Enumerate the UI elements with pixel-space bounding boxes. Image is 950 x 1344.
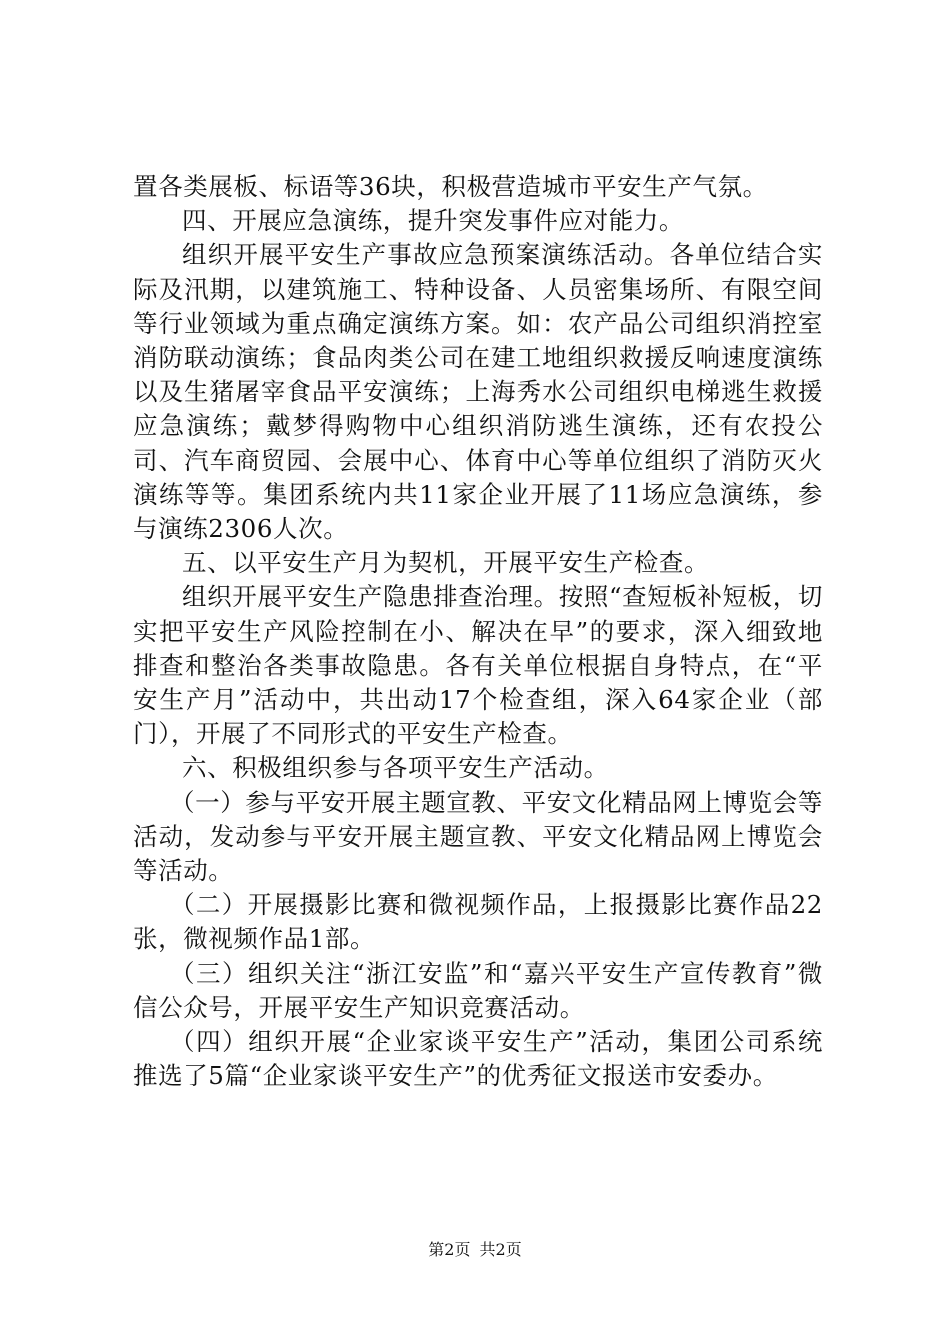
sub-item-4: （四）组织开展“企业家谈平安生产”活动，集团公司系统推选了5篇“企业家谈平安生产”的优秀征文报送市安委办。 (133, 1027, 823, 1091)
page-total: 共2页 (479, 1240, 522, 1259)
section-heading-5: 五、以平安生产月为契机，开展平安生产检查。 (182, 548, 710, 578)
section-heading-6: 六、积极组织参与各项平安生产活动。 (182, 753, 609, 783)
sub-item-1: （一）参与平安开展主题宣教、平安文化精品网上博览会等活动，发动参与平安开展主题宣教、平安文化精品网上博览会等活动。 (133, 787, 823, 886)
paragraph-continuation: 置各类展板、标语等36块，积极营造城市平安生产气氛。 (133, 172, 768, 201)
page-footer (0, 1240, 950, 1260)
document-body (133, 170, 823, 1093)
paragraph-safety-inspection: 组织开展平安生产隐患排查治理。按照“查短板补短板，切实把平安生产风险控制在小、解决在早”的要求，深入细致地排查和整治各类事故隐患。各有关单位根据自身特点，在“平安生产月”活动中，共出动17个检查组，深入64家企业（部门），开展了不同形式的平安生产检查。 (133, 582, 823, 749)
sub-item-3: （三）组织关注“浙江安监”和“嘉兴平安生产宣传教育”微信公众号，开展平安生产知识竞赛活动。 (133, 958, 823, 1022)
page-number: 第2页 (428, 1240, 471, 1259)
paragraph-emergency-drills: 组织开展平安生产事故应急预案演练活动。各单位结合实际及汛期，以建筑施工、特种设备、人员密集场所、有限空间等行业领域为重点确定演练方案。如：农产品公司组织消控室消防联动演练；食品肉类公司在建工地组织救援反响速度演练以及生猪屠宰食品平安演练；上海秀水公司组织电梯逃生救援应急演练；戴梦得购物中心组织消防逃生演练，还有农投公司、汽车商贸园、会展中心、体育中心等单位组织了消防灭火演练等等。集团系统内共11家企业开展了11场应急演练，参与演练2306人次。 (133, 240, 823, 544)
section-heading-4: 四、开展应急演练，提升突发事件应对能力。 (182, 206, 684, 236)
sub-item-2: （二）开展摄影比赛和微视频作品，上报摄影比赛作品22张，微视频作品1部。 (133, 890, 823, 954)
